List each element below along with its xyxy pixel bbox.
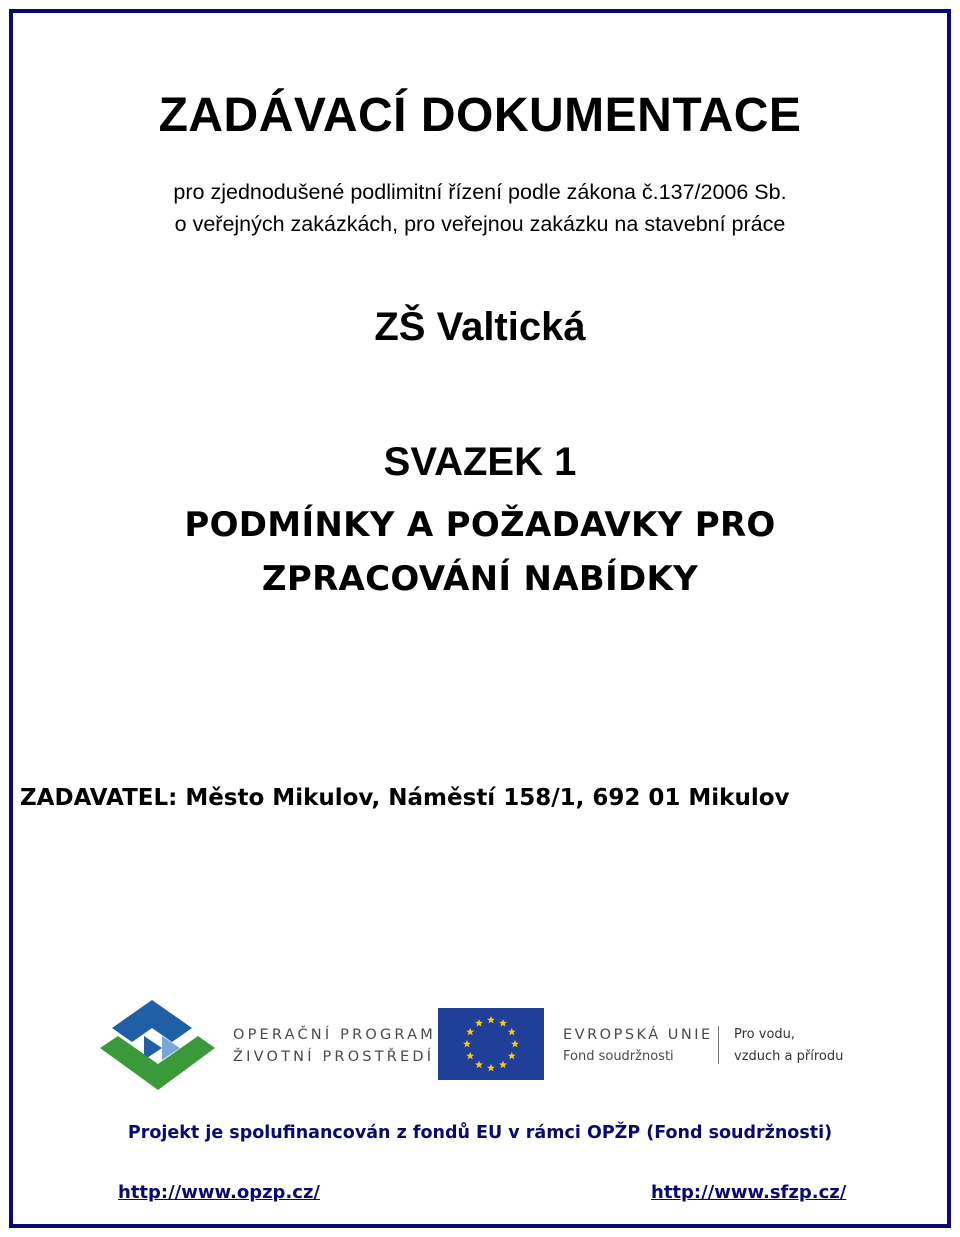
project-name: ZŠ Valtická (374, 305, 586, 349)
volume-title-line-2: ZPRACOVÁNÍ NABÍDKY (261, 559, 699, 599)
eu-line-2: Fond soudržnosti (563, 1049, 674, 1064)
logo-divider (718, 1026, 719, 1064)
subtitle-line-2: o veřejných zakázkách, pro veřejnou zakázku na stavební práce (174, 212, 786, 236)
opzp-logo-icon (100, 1000, 215, 1097)
opzp-line-1: OPERAČNÍ PROGRAM (233, 1027, 436, 1043)
contracting-authority: ZADAVATEL: Město Mikulov, Náměstí 158/1, 692 01 Mikulov (20, 785, 790, 811)
document-title: ZADÁVACÍ DOKUMENTACE (158, 89, 802, 142)
slogan-line-1: Pro vodu, (734, 1027, 796, 1042)
slogan (734, 1024, 843, 1068)
eu-label (563, 1024, 713, 1068)
eu-line-1: EVROPSKÁ UNIE (563, 1027, 713, 1043)
volume-number: SVAZEK 1 (383, 440, 577, 484)
eu-flag-icon (438, 1008, 544, 1085)
subtitle-line-1: pro zjednodušené podlimitní řízení podle zákona č.137/2006 Sb. (173, 180, 787, 204)
volume-title-line-1: PODMÍNKY A POŽADAVKY PRO (184, 505, 776, 545)
slogan-line-2: vzduch a přírodu (734, 1049, 844, 1064)
cofinancing-note: Projekt je spolufinancován z fondů EU v rámci OPŽP (Fond soudržnosti) (127, 1123, 833, 1143)
opzp-link[interactable]: http://www.opzp.cz/ (118, 1182, 320, 1203)
opzp-line-2: ŽIVOTNÍ PROSTŘEDÍ (233, 1049, 435, 1065)
sfzp-link[interactable]: http://www.sfzp.cz/ (651, 1182, 847, 1203)
opzp-program-name (233, 1024, 436, 1068)
